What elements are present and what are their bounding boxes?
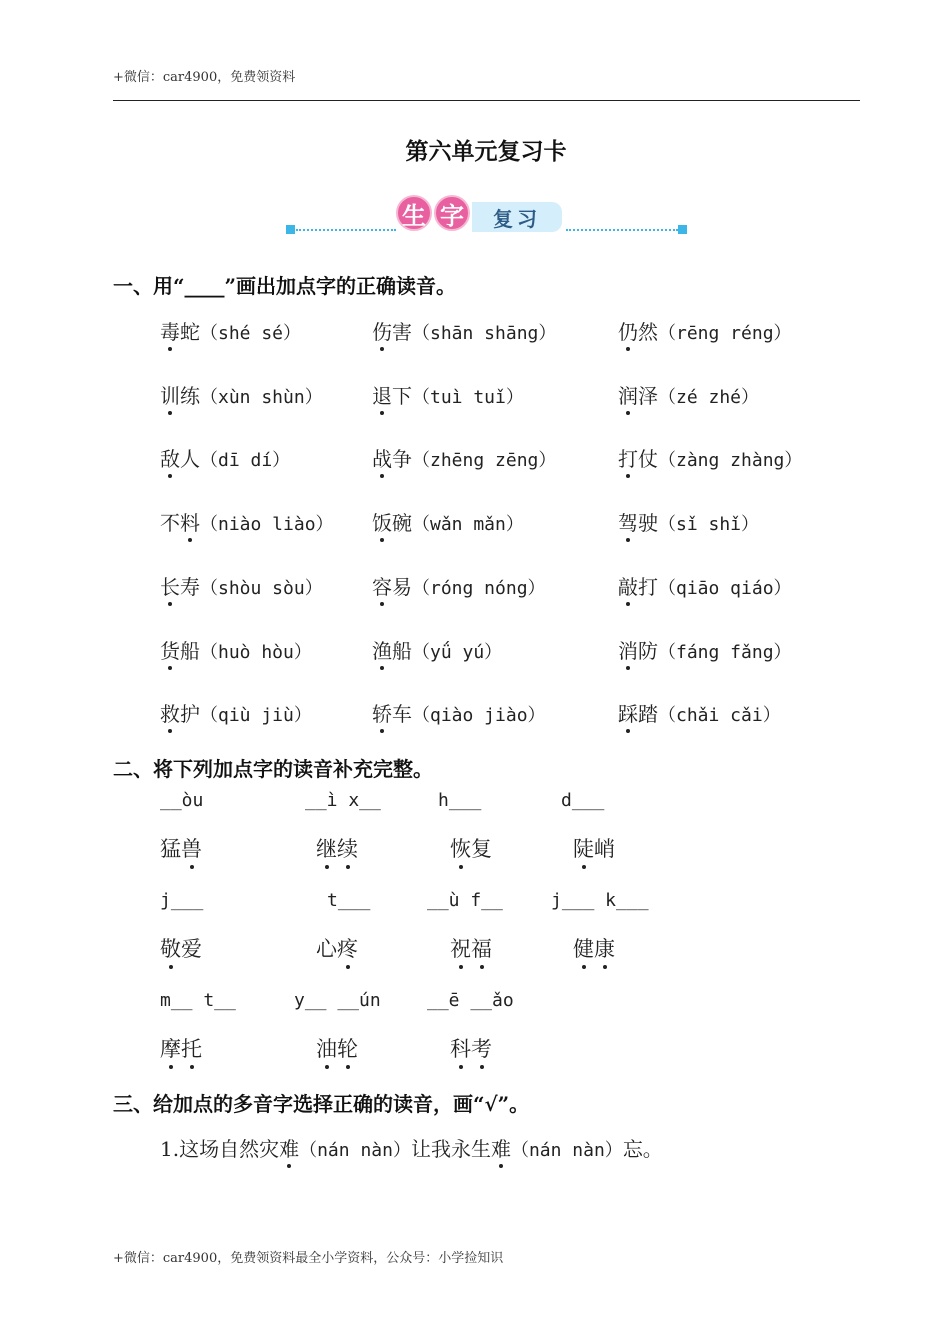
word <box>160 933 202 963</box>
banner-left-square <box>286 225 295 234</box>
dotted-char: 油 <box>316 1033 337 1063</box>
char: 猛 <box>160 837 181 861</box>
dotted-char: 训 <box>160 380 180 409</box>
question-1-pinyin-1: （nán nàn） <box>299 1140 411 1161</box>
word-suffix: 害 <box>392 320 412 344</box>
question-1-text-c: 忘。 <box>622 1137 663 1161</box>
dotted-char: 考 <box>471 1033 492 1063</box>
word <box>316 933 358 963</box>
reading-item <box>618 635 792 664</box>
reading-item <box>618 316 792 345</box>
reading-item <box>372 316 556 345</box>
dotted-char: 继 <box>316 833 337 863</box>
pinyin-options: （dī dí） <box>200 450 291 472</box>
dotted-char: 康 <box>594 933 615 963</box>
banner-left-dashes <box>296 229 396 231</box>
reading-item <box>160 316 301 345</box>
question-1-dotted-char-1: 难 <box>279 1133 299 1162</box>
pinyin-hint: t___ <box>327 890 371 911</box>
reading-item <box>160 571 323 600</box>
word <box>573 933 615 963</box>
pinyin-options: （rēng réng） <box>658 323 792 344</box>
dotted-char: 踩 <box>618 698 638 727</box>
dotted-char: 摩 <box>160 1033 181 1063</box>
pinyin-options: （qiù jiù） <box>200 705 312 727</box>
dotted-char: 科 <box>450 1033 471 1063</box>
pinyin-options: （chǎi cǎi） <box>658 705 781 727</box>
pinyin-options: （shān shāng） <box>412 323 557 344</box>
word-suffix: 寿 <box>180 574 200 599</box>
pinyin-options: （xùn shùn） <box>200 386 323 408</box>
word-suffix: 仗 <box>638 447 658 472</box>
word <box>450 933 492 963</box>
word-suffix: 防 <box>638 638 658 663</box>
section-1-title: 一、用“____”画出加点字的正确读音。 <box>113 274 457 298</box>
pinyin-hint: __ì x__ <box>305 790 381 811</box>
pinyin-options: （róng nóng） <box>412 577 546 599</box>
reading-item <box>372 507 524 536</box>
dotted-char: 料 <box>180 507 200 536</box>
reading-item <box>372 698 546 727</box>
reading-item <box>618 698 781 727</box>
dotted-char: 货 <box>160 635 180 664</box>
question-1-dotted-char-2: 难 <box>491 1133 511 1162</box>
pinyin-hint: h___ <box>438 790 482 811</box>
banner-right-dashes <box>566 229 678 231</box>
header-divider <box>113 100 860 101</box>
pinyin-hint: j___ <box>160 890 204 911</box>
word-suffix: 踏 <box>638 702 658 727</box>
word-suffix: 打 <box>638 574 658 599</box>
dotted-char: 敬 <box>160 933 181 963</box>
word-suffix: 人 <box>180 447 200 472</box>
word <box>573 833 615 863</box>
pinyin-options: （niào liào） <box>200 514 334 536</box>
dotted-char: 润 <box>618 380 638 409</box>
pinyin-options: （shòu sòu） <box>200 577 323 599</box>
word <box>160 833 202 863</box>
word-suffix: 易 <box>392 574 412 599</box>
dotted-char: 敌 <box>160 443 180 472</box>
char: 复 <box>471 837 492 861</box>
word <box>316 833 358 863</box>
dotted-char: 仍 <box>618 316 638 345</box>
dotted-char: 长 <box>160 571 180 600</box>
pinyin-options: （yǘ yú） <box>412 641 503 663</box>
question-1 <box>160 1133 663 1162</box>
pinyin-options: （zàng zhàng） <box>658 450 803 472</box>
footer-note: +微信：car4900，免费领资料最全小学资料，公众号：小学捡知识 <box>113 1251 504 1266</box>
word-suffix: 练 <box>180 383 200 408</box>
reading-item <box>618 443 802 472</box>
section-banner <box>286 192 688 238</box>
word-suffix: 蛇 <box>180 320 200 344</box>
dotted-char: 救 <box>160 698 180 727</box>
section-3-title: 三、给加点的多音字选择正确的读音，画“√”。 <box>113 1092 530 1116</box>
reading-item <box>160 698 312 727</box>
word <box>450 833 492 863</box>
dotted-char: 渔 <box>372 635 392 664</box>
dotted-char: 托 <box>181 1033 202 1063</box>
pinyin-hint: __òu <box>160 790 204 811</box>
dotted-char: 陡 <box>573 833 594 863</box>
pinyin-hint: d___ <box>561 790 605 811</box>
word <box>316 1033 358 1063</box>
word-suffix: 然 <box>638 320 658 344</box>
word-suffix: 驶 <box>638 511 658 536</box>
question-1-text-a: 1.这场自然灾 <box>160 1137 280 1161</box>
page-title: 第六单元复习卡 <box>405 138 567 165</box>
dotted-char: 祝 <box>450 933 471 963</box>
question-1-pinyin-2: （nán nàn） <box>510 1140 623 1161</box>
pinyin-hint: j___ k___ <box>551 890 649 911</box>
pinyin-options: （qiāo qiáo） <box>658 577 792 599</box>
dotted-char: 伤 <box>372 316 392 345</box>
section-2-title: 二、将下列加点字的读音补充完整。 <box>113 757 433 781</box>
dotted-char: 恢 <box>450 833 471 863</box>
reading-item <box>618 380 759 409</box>
dotted-char: 驾 <box>618 507 638 536</box>
char: 心 <box>316 937 337 961</box>
banner-char-1: 生 <box>396 195 432 231</box>
pinyin-options: （tuì tuǐ） <box>412 386 524 408</box>
word-prefix: 不 <box>160 511 180 536</box>
dotted-char: 兽 <box>181 833 202 863</box>
dotted-char: 战 <box>372 443 392 472</box>
dotted-char: 消 <box>618 635 638 664</box>
dotted-char: 毒 <box>160 316 180 345</box>
pinyin-hint: __ù f__ <box>427 890 503 911</box>
reading-item <box>160 507 334 536</box>
dotted-char: 打 <box>618 443 638 472</box>
char: 峭 <box>594 837 615 861</box>
pinyin-options: （fáng fǎng） <box>658 641 792 663</box>
word-suffix: 碗 <box>392 511 412 536</box>
dotted-char: 疼 <box>337 933 358 963</box>
word <box>450 1033 492 1063</box>
reading-item <box>372 380 524 409</box>
pinyin-options: （huò hòu） <box>200 641 312 663</box>
pinyin-options: （qiào jiào） <box>412 705 546 727</box>
banner-label: 复习 <box>472 202 562 232</box>
word-suffix: 车 <box>392 702 412 727</box>
reading-item <box>372 443 556 472</box>
reading-item <box>372 571 546 600</box>
dotted-char: 轮 <box>337 1033 358 1063</box>
dotted-char: 敲 <box>618 571 638 600</box>
pinyin-options: （zé zhé） <box>658 386 760 408</box>
reading-item <box>160 635 312 664</box>
banner-char-2: 字 <box>434 195 470 231</box>
word-suffix: 泽 <box>638 383 658 408</box>
dotted-char: 轿 <box>372 698 392 727</box>
pinyin-hint: m__ t__ <box>160 990 236 1011</box>
reading-item <box>160 380 323 409</box>
dotted-char: 续 <box>337 833 358 863</box>
reading-item <box>618 571 792 600</box>
banner-right-square <box>678 225 687 234</box>
header-note: +微信：car4900，免费领资料 <box>113 70 296 85</box>
dotted-char: 福 <box>471 933 492 963</box>
dotted-char: 容 <box>372 571 392 600</box>
pinyin-options: （sǐ shǐ） <box>658 514 760 536</box>
word <box>160 1033 202 1063</box>
pinyin-options: （wǎn mǎn） <box>412 514 524 536</box>
dotted-char: 饭 <box>372 507 392 536</box>
word-suffix: 下 <box>392 383 412 408</box>
word-suffix: 船 <box>180 638 200 663</box>
pinyin-hint: y__ __ún <box>294 990 381 1011</box>
word-suffix: 船 <box>392 638 412 663</box>
char: 爱 <box>181 937 202 961</box>
dotted-char: 退 <box>372 380 392 409</box>
reading-item <box>372 635 502 664</box>
pinyin-hint: __ē __ǎo <box>427 990 514 1011</box>
dotted-char: 健 <box>573 933 594 963</box>
question-1-text-b: 让我永生 <box>410 1137 491 1161</box>
pinyin-options: （shé sé） <box>200 323 302 344</box>
pinyin-options: （zhēng zēng） <box>412 450 557 472</box>
reading-item <box>618 507 759 536</box>
reading-item <box>160 443 290 472</box>
word-suffix: 争 <box>392 447 412 472</box>
word-suffix: 护 <box>180 702 200 727</box>
